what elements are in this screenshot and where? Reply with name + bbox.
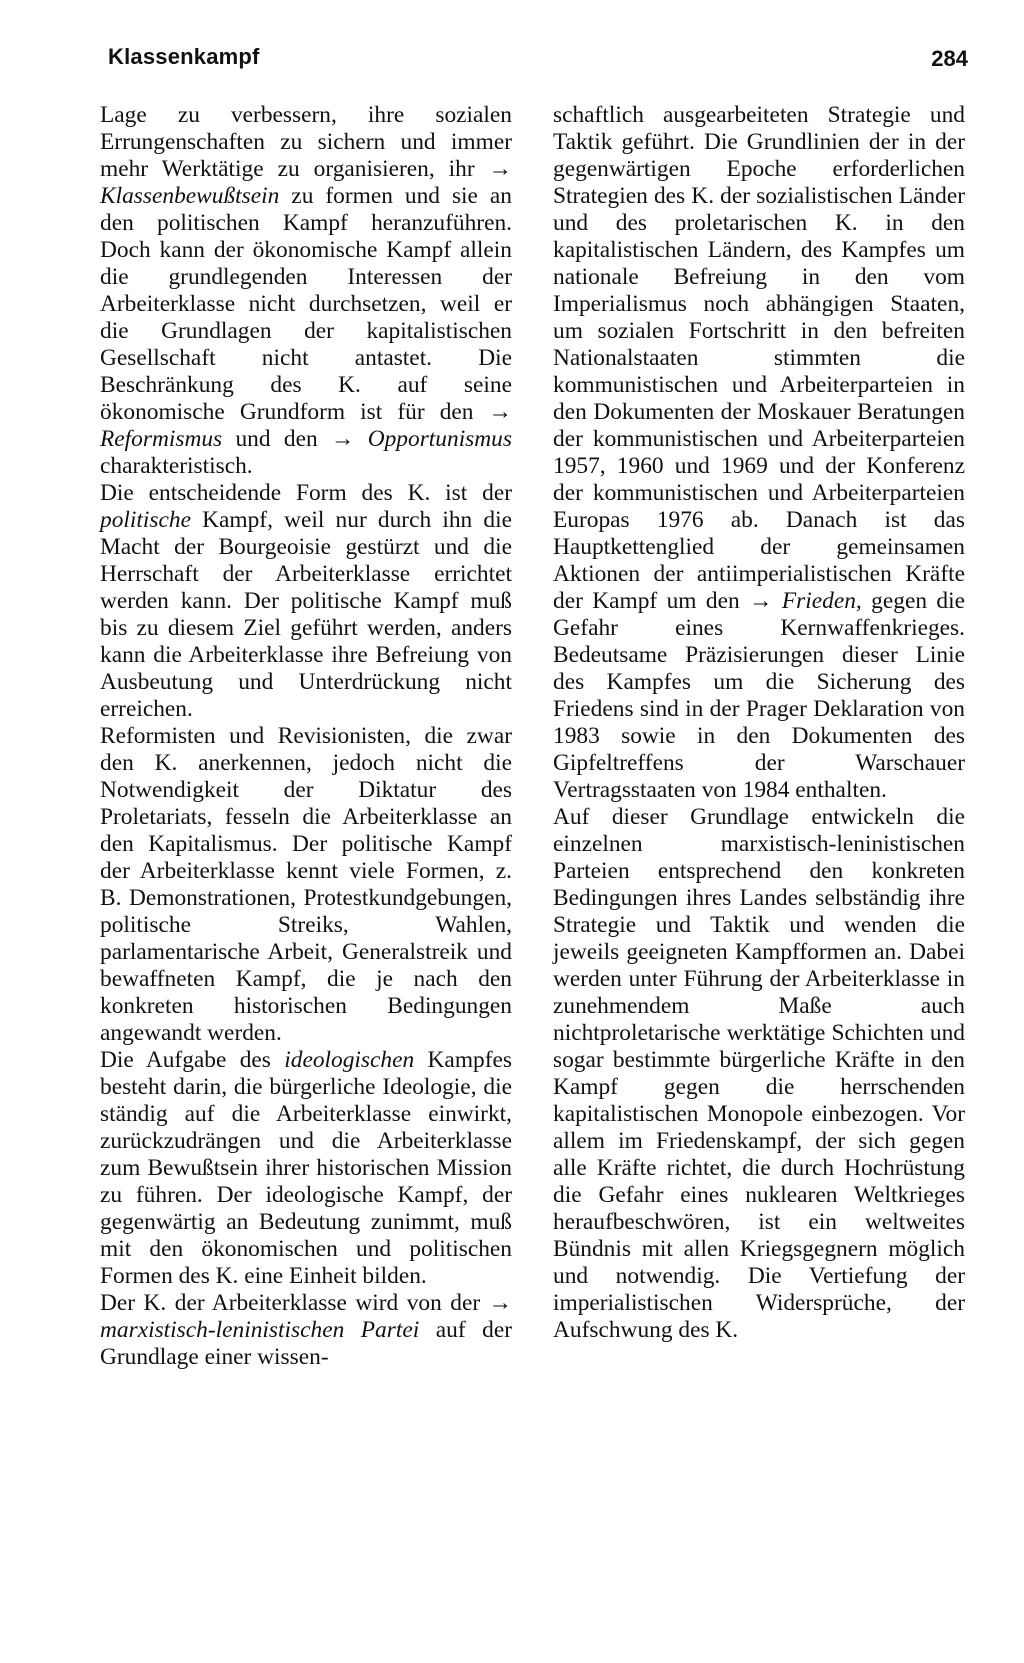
paragraph-ideological-struggle: Die Aufgabe des ideologischen Kampfes besteht darin, die bürgerliche Ideologie, die ständig auf die Arbeiterklasse einwirkt, zurückzudrängen und die Arbeiterklasse zum Bewußtsein ihrer historischen Mission zu führen. Der ideologische Kampf, der gegenwärtig an Bedeutung zunimmt, muß mit den ökonomischen und politischen Formen des K. eine Einheit bilden. [100, 1047, 512, 1289]
cross-reference-arrow-icon: → [488, 399, 512, 425]
paragraph-political-struggle: Die entscheidende Form des K. ist der politische Kampf, weil nur durch ihn die Macht der Bourgeoisie gestürzt und die Herrschaft der Arbeiterklasse errichtet werden kann. Der politische Kampf muß bis zu diesem Ziel geführt werden, anders kann die Arbeiterklasse ihre Befreiung von Ausbeutung und Unterdrückung nicht erreichen. [100, 480, 512, 722]
cross-reference-reformismus[interactable]: Reformismus [100, 426, 223, 452]
cross-reference-arrow-icon: → [488, 1290, 512, 1316]
cross-reference-klassenbewusstsein[interactable]: Klassenbewußtsein [100, 183, 280, 209]
page-number: 284 [931, 46, 968, 71]
cross-reference-arrow-icon: → [749, 588, 773, 614]
paragraph-party-leadership: Der K. der Arbeiterklasse wird von der → marxistisch-leninistischen Partei auf der Grundlage einer wissen- [100, 1290, 512, 1370]
emphasis-politische: politische [100, 507, 191, 533]
paragraph-reformists: Reformisten und Revisionisten, die zwar den K. anerkennen, jedoch nicht die Notwendigkeit der Diktatur des Proletariats, fesseln die Arbeiterklasse an den Kapitalismus. Der politische Kampf der Arbeiterklasse kennt viele Formen, z. B. Demonstrationen, Protestkundgebungen, politische Streiks, Wahlen, parlamentarische Arbeit, Generalstreik und bewaffneten Kampf, die je nach den konkreten historischen Bedingungen angewandt werden. [100, 723, 512, 1046]
paragraph-alliances: Auf dieser Grundlage entwickeln die einzelnen marxistisch-leninistischen Parteien entsprechend den konkreten Bedingungen ihres Landes selbständig ihre Strategie und Taktik und wenden die jeweils geeigneten Kampfformen an. Dabei werden unter Führung der Arbeiterklasse in zunehmendem Maße auch nichtproletarische werktätige Schichten und sogar bestimmte bürgerliche Kräfte in den Kampf gegen die herrschenden kapitalistischen Monopole einbezogen. Vor allem im Friedenskampf, der sich gegen alle Kräfte richtet, die durch Hochrüstung die Gefahr eines nuklearen Weltkrieges heraufbeschwören, ist ein weltweites Bündnis mit allen Kriegsgegnern möglich und notwendig. Die Vertiefung der imperialistischen Widersprüche, der Aufschwung des K. [553, 804, 965, 1343]
paragraph-economic-struggle: Lage zu verbessern, ihre sozialen Errungenschaften zu sichern und immer mehr Werktätige zu organisieren, ihr → Klassenbewußtsein zu formen und sie an den politischen Kampf heranzuführen. Doch kann der ökonomische Kampf allein die grundlegenden Interessen der Arbeiterklasse nicht durchsetzen, weil er die Grundlagen der kapitalistischen Gesellschaft nicht antastet. Die Beschränkung des K. auf seine ökonomische Grundform ist für den → Reformismus und den → Opportunismus charakteristisch. [100, 102, 512, 479]
emphasis-ideologischen: ideologischen [284, 1047, 415, 1073]
cross-reference-opportunismus[interactable]: Opportunismus [367, 426, 512, 452]
page-header [108, 44, 968, 80]
cross-reference-marxistisch-leninistische-partei[interactable]: marxistisch-leninistischen Partei [100, 1317, 420, 1343]
right-column [553, 102, 965, 1344]
cross-reference-frieden[interactable]: Frieden, [781, 588, 862, 614]
running-head: Klassenkampf [108, 44, 260, 69]
paragraph-strategy: schaftlich ausgearbeiteten Strategie und Taktik geführt. Die Grundlinien der in der gegenwärtigen Epoche erforderlichen Strategien des K. der sozialistischen Länder und des proletarischen K. in den kapitalistischen Ländern, des Kampfes um nationale Befreiung in den vom Imperialismus noch abhängigen Staaten, um sozialen Fortschritt in den befreiten Nationalstaaten stimmten die kommunistischen und Arbeiterparteien in den Dokumenten der Moskauer Beratungen der kommunistischen und Arbeiterparteien 1957, 1960 und 1969 und der Konferenz der kommunistischen und Arbeiterparteien Europas 1976 ab. Danach ist das Hauptkettenglied der gemeinsamen Aktionen der antiimperialistischen Kräfte der Kampf um den → Frieden, gegen die Gefahr eines Kernwaffenkrieges. Bedeutsame Präzisierungen dieser Linie des Kampfes um die Sicherung des Friedens sind in der Prager Deklaration von 1983 sowie in den Dokumenten des Gipfeltreffens der Warschauer Vertragsstaaten von 1984 enthalten. [553, 102, 966, 803]
cross-reference-arrow-icon: → [488, 156, 512, 182]
left-column [100, 102, 512, 1371]
cross-reference-arrow-icon: → [331, 426, 355, 452]
